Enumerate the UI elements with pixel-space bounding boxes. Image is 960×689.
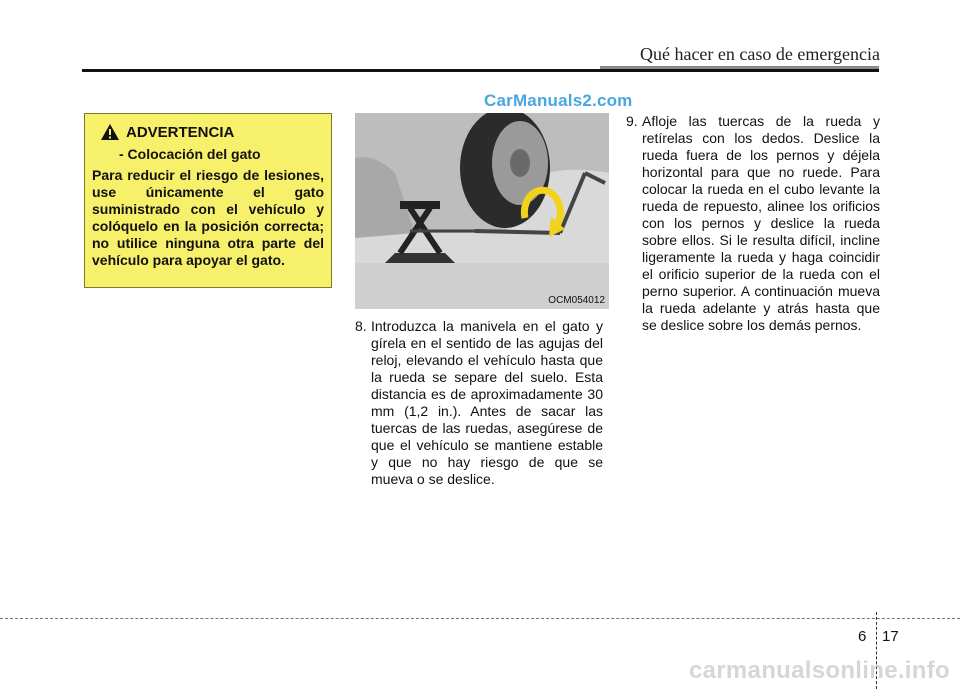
page-header-title: Qué hacer en caso de emergencia — [639, 44, 880, 64]
watermark-top[interactable]: CarManuals2.com — [484, 91, 633, 110]
warning-subtitle: - Colocación del gato — [119, 146, 261, 162]
step-number: 8. — [355, 318, 367, 334]
warning-text: Para reducir el riesgo de lesiones, use únicamente el gato suministrado con el vehículo y colóquelo en la posición correcta; no utilice ninguna otra parte del vehículo para apoyar el gato. — [92, 167, 324, 268]
step-text: Afloje las tuercas de la rueda y retírelas con los dedos. Deslice la rueda fuera de los pernos y déjela horizontal para que no ruede. Para colocar la rueda en el cubo levante la rueda de repuesto, alinee los orificios con los pernos y deslice la rueda sobre ellos. Si le resulta difícil, incline ligeramente la rueda y haga coincidir el orificio superior de la rueda con el perno superior. A continuación mueva la rueda adelante y atrás hasta que se deslice sobre los demás pernos. — [642, 113, 880, 333]
warning-triangle-icon — [100, 123, 120, 141]
watermark-bottom[interactable]: carmanualsonline.info — [688, 657, 950, 684]
warning-title: ADVERTENCIA — [126, 123, 235, 141]
page-number: 17 — [882, 628, 899, 645]
section-number: 6 — [858, 628, 867, 645]
warning-box — [84, 113, 332, 288]
step-9 — [626, 113, 880, 334]
header-rule — [82, 69, 879, 72]
warning-header — [100, 123, 324, 141]
step-text: Introduzca la manivela en el gato y gírela en el sentido de las agujas del reloj, elevando el vehículo hasta que la rueda se separe del suelo. Esta distancia es de aproximadamente 30 mm (1,2 in.). Antes de sacar las tuercas de las ruedas, asegúrese de que el vehículo se mantiene estable y que no hay riesgo de que se mueva o se deslice. — [371, 318, 603, 487]
figure-code: OCM054012 — [548, 295, 605, 306]
jack-illustration — [355, 113, 609, 309]
step-8 — [355, 318, 603, 488]
step-number: 9. — [626, 113, 638, 129]
jack-illustration-drawing — [355, 113, 609, 309]
footer-rule — [0, 618, 960, 619]
